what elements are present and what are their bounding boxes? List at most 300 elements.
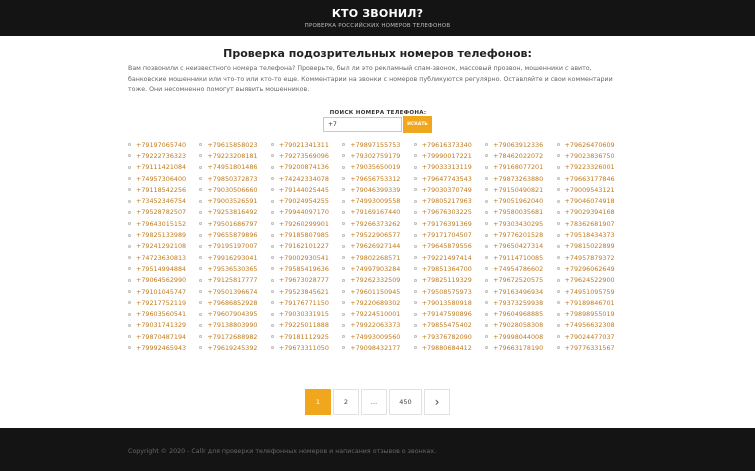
phone-number-link[interactable] xyxy=(271,173,342,184)
phone-number-link[interactable] xyxy=(485,331,556,342)
phone-number-text: +74242334078 xyxy=(278,174,329,183)
bullet-icon xyxy=(557,177,560,180)
phone-number-link[interactable] xyxy=(128,218,199,229)
phone-number-link[interactable] xyxy=(557,252,628,263)
bullet-icon xyxy=(342,222,345,225)
phone-number-text: +79241292108 xyxy=(136,242,187,251)
phone-number-link[interactable] xyxy=(128,150,199,161)
phone-number-text: +79990017221 xyxy=(421,151,472,160)
phone-number-text: +74723630813 xyxy=(136,253,187,262)
phone-number-text: +79508575973 xyxy=(421,287,472,296)
bullet-icon xyxy=(557,290,560,293)
phone-number-text: +79501396674 xyxy=(207,287,258,296)
phone-number-link[interactable] xyxy=(414,150,485,161)
phone-number-link[interactable] xyxy=(342,263,413,274)
phone-number-link[interactable] xyxy=(557,207,628,218)
bullet-icon xyxy=(557,211,560,214)
phone-number-link[interactable] xyxy=(557,139,628,150)
phone-number-text: +78362681907 xyxy=(564,219,615,228)
bullet-icon xyxy=(342,211,345,214)
phone-number-link[interactable] xyxy=(342,286,413,297)
phone-number-link[interactable] xyxy=(557,308,628,319)
phone-number-text: +79523845621 xyxy=(278,287,329,296)
phone-number-text: +79870487194 xyxy=(136,332,187,341)
phone-number-link[interactable] xyxy=(128,320,199,331)
phone-number-link[interactable] xyxy=(271,331,342,342)
phone-number-link[interactable] xyxy=(271,286,342,297)
phone-number-text: +79672520575 xyxy=(493,276,544,285)
phone-number-link[interactable] xyxy=(271,195,342,206)
site-title[interactable]: КТО ЗВОНИЛ? xyxy=(331,7,424,20)
phone-number-text: +79647743543 xyxy=(421,174,472,183)
bullet-icon xyxy=(557,234,560,237)
phone-number-text: +79024477037 xyxy=(564,332,615,341)
phone-number-link[interactable] xyxy=(342,320,413,331)
search-label: ПОИСК НОМЕРА ТЕЛЕФОНА: xyxy=(329,110,427,116)
bullet-icon xyxy=(342,279,345,282)
phone-number-text: +74954786602 xyxy=(493,264,544,273)
phone-number-link[interactable] xyxy=(199,252,270,263)
phone-number-text: +79200874136 xyxy=(278,163,329,172)
phone-number-link[interactable] xyxy=(414,173,485,184)
phone-number-text: +79296062649 xyxy=(564,264,615,273)
phone-number-text: +79021341311 xyxy=(278,140,329,149)
next-page-button[interactable] xyxy=(424,389,450,415)
bullet-icon xyxy=(485,188,488,191)
phone-number-link[interactable] xyxy=(485,308,556,319)
phone-number-link[interactable] xyxy=(414,308,485,319)
bullet-icon xyxy=(414,290,417,293)
bullet-icon xyxy=(414,222,417,225)
page-last-button[interactable]: 450 xyxy=(389,389,422,415)
phone-number-link[interactable] xyxy=(199,184,270,195)
phone-number-link[interactable] xyxy=(271,150,342,161)
bullet-icon xyxy=(342,154,345,157)
phone-number-text: +79604968885 xyxy=(493,310,544,319)
phone-number-text: +79514994884 xyxy=(136,264,187,273)
phone-number-link[interactable] xyxy=(485,297,556,308)
phone-number-link[interactable] xyxy=(199,162,270,173)
phone-number-text: +79222736323 xyxy=(136,151,187,160)
bullet-icon xyxy=(557,335,560,338)
bullet-icon xyxy=(485,324,488,327)
phone-number-link[interactable] xyxy=(342,195,413,206)
phone-number-link[interactable] xyxy=(485,275,556,286)
bullet-icon xyxy=(557,188,560,191)
phone-number-link[interactable] xyxy=(485,207,556,218)
phone-number-text: +79221497414 xyxy=(421,253,472,262)
phone-number-text: +79171704507 xyxy=(421,231,472,240)
bullet-icon xyxy=(128,200,131,203)
bullet-icon xyxy=(199,335,202,338)
phone-number-link[interactable] xyxy=(128,297,199,308)
phone-number-link[interactable] xyxy=(128,331,199,342)
phone-number-link[interactable] xyxy=(557,286,628,297)
phone-number-link[interactable] xyxy=(342,241,413,252)
bullet-icon xyxy=(557,346,560,349)
page-title: Проверка подозрительных номеров телефонов: xyxy=(223,47,532,60)
phone-number-link[interactable] xyxy=(485,263,556,274)
phone-number-link[interactable] xyxy=(199,173,270,184)
phone-number-link[interactable] xyxy=(485,139,556,150)
phone-number-link[interactable] xyxy=(271,275,342,286)
phone-number-link[interactable] xyxy=(485,229,556,240)
phone-number-link[interactable] xyxy=(557,331,628,342)
phone-number-text: +79063912336 xyxy=(493,140,544,149)
phone-number-link[interactable] xyxy=(485,241,556,252)
phone-number-link[interactable] xyxy=(414,252,485,263)
phone-number-text: +79220689302 xyxy=(350,298,401,307)
phone-number-link[interactable] xyxy=(414,218,485,229)
phone-number-link[interactable] xyxy=(342,173,413,184)
phone-number-link[interactable] xyxy=(485,252,556,263)
phone-number-link[interactable] xyxy=(271,241,342,252)
phone-number-link[interactable] xyxy=(414,139,485,150)
phone-number-text: +79147590896 xyxy=(421,310,472,319)
phone-number-link[interactable] xyxy=(342,139,413,150)
phone-number-link[interactable] xyxy=(271,252,342,263)
phone-number-link[interactable] xyxy=(485,320,556,331)
phone-number-text: +79643015152 xyxy=(136,219,187,228)
phone-number-link[interactable] xyxy=(271,320,342,331)
phone-number-text: +79825133989 xyxy=(136,231,187,240)
phone-number-link[interactable] xyxy=(271,184,342,195)
bullet-icon xyxy=(199,245,202,248)
phone-number-text: +79655879896 xyxy=(207,231,258,240)
phone-number-link[interactable] xyxy=(271,162,342,173)
phone-number-link[interactable] xyxy=(199,195,270,206)
phone-number-link[interactable] xyxy=(485,218,556,229)
phone-number-link[interactable] xyxy=(342,297,413,308)
phone-number-link[interactable] xyxy=(557,320,628,331)
phone-number-link[interactable] xyxy=(485,286,556,297)
phone-number-text: +74993009560 xyxy=(350,332,401,341)
phone-number-link[interactable] xyxy=(128,173,199,184)
phone-number-text: +78462022072 xyxy=(493,151,544,160)
phone-number-text: +79944097170 xyxy=(278,208,329,217)
phone-number-link[interactable] xyxy=(199,286,270,297)
site-footer xyxy=(0,428,755,471)
phone-number-link[interactable] xyxy=(414,320,485,331)
phone-number-link[interactable] xyxy=(199,218,270,229)
phone-number-text: +79673028777 xyxy=(278,276,329,285)
phone-number-text: +79185807985 xyxy=(278,231,329,240)
bullet-icon xyxy=(414,256,417,259)
phone-number-text: +79024954255 xyxy=(278,197,329,206)
bullet-icon xyxy=(199,188,202,191)
phone-number-link[interactable] xyxy=(199,207,270,218)
phone-number-link[interactable] xyxy=(557,162,628,173)
bullet-icon xyxy=(199,313,202,316)
phone-number-link[interactable] xyxy=(128,252,199,263)
phone-number-text: +79603560541 xyxy=(136,310,187,319)
bullet-icon xyxy=(342,166,345,169)
phone-number-text: +79922063373 xyxy=(350,321,401,330)
phone-number-text: +79266373262 xyxy=(350,219,401,228)
phone-number-text: +74993009558 xyxy=(350,197,401,206)
phone-number-text: +79144025445 xyxy=(278,185,329,194)
phone-number-link[interactable] xyxy=(342,229,413,240)
phone-number-link[interactable] xyxy=(271,229,342,240)
phone-number-link[interactable] xyxy=(271,263,342,274)
phone-number-link[interactable] xyxy=(557,275,628,286)
phone-number-text: +79260299901 xyxy=(278,219,329,228)
phone-number-link[interactable] xyxy=(342,218,413,229)
phone-number-text: +79031741329 xyxy=(136,321,187,330)
phone-number-link[interactable] xyxy=(128,241,199,252)
bullet-icon xyxy=(414,234,417,237)
phone-number-text: +79992465943 xyxy=(136,343,187,352)
phone-number-text: +79013580918 xyxy=(421,298,472,307)
phone-number-link[interactable] xyxy=(199,308,270,319)
bullet-icon xyxy=(271,200,274,203)
phone-number-link[interactable] xyxy=(557,195,628,206)
phone-number-link[interactable] xyxy=(128,308,199,319)
bullet-icon xyxy=(128,267,131,270)
bullet-icon xyxy=(342,301,345,304)
phone-number-link[interactable] xyxy=(342,275,413,286)
phone-number-link[interactable] xyxy=(557,241,628,252)
phone-number-text: +79802268571 xyxy=(350,253,401,262)
phone-number-link[interactable] xyxy=(342,184,413,195)
bullet-icon xyxy=(485,267,488,270)
phone-number-text: +79656753312 xyxy=(350,174,401,183)
bullet-icon xyxy=(199,301,202,304)
phone-number-link[interactable] xyxy=(557,229,628,240)
phone-number-text: +79776331567 xyxy=(564,343,615,352)
phone-number-link[interactable] xyxy=(128,162,199,173)
phone-number-text: +79376782090 xyxy=(421,332,472,341)
bullet-icon xyxy=(414,313,417,316)
phone-number-link[interactable] xyxy=(128,342,199,353)
phone-number-link[interactable] xyxy=(414,162,485,173)
bullet-icon xyxy=(414,346,417,349)
phone-number-link[interactable] xyxy=(557,297,628,308)
phone-number-text: +79676303225 xyxy=(421,208,472,217)
phone-number-text: +79176771150 xyxy=(278,298,329,307)
phone-number-link[interactable] xyxy=(199,229,270,240)
phone-number-text: +79815022899 xyxy=(564,242,615,251)
bullet-icon xyxy=(199,143,202,146)
phone-number-text: +79601150945 xyxy=(350,287,401,296)
bullet-icon xyxy=(271,267,274,270)
bullet-icon xyxy=(485,245,488,248)
phone-number-text: +79189846701 xyxy=(564,298,615,307)
phone-number-link[interactable] xyxy=(342,331,413,342)
page-1-button[interactable]: 1 xyxy=(305,389,331,415)
phone-number-link[interactable] xyxy=(485,150,556,161)
bullet-icon xyxy=(557,245,560,248)
bullet-icon xyxy=(414,301,417,304)
phone-number-text: +79880684412 xyxy=(421,343,472,352)
phone-number-link[interactable] xyxy=(199,320,270,331)
bullet-icon xyxy=(557,256,560,259)
phone-number-text: +74951801486 xyxy=(207,163,258,172)
phone-number-text: +79645879556 xyxy=(421,242,472,251)
pagination-ellipsis: … xyxy=(361,389,387,415)
phone-number-text: +74957879372 xyxy=(564,253,615,262)
phone-number-text: +79181112925 xyxy=(278,332,329,341)
bullet-icon xyxy=(414,166,417,169)
phone-number-text: +73452346754 xyxy=(136,197,187,206)
bullet-icon xyxy=(414,267,417,270)
phone-number-link[interactable] xyxy=(199,331,270,342)
bullet-icon xyxy=(128,166,131,169)
phone-number-link[interactable] xyxy=(342,207,413,218)
phone-number-link[interactable] xyxy=(342,252,413,263)
phone-number-link[interactable] xyxy=(271,342,342,353)
phone-number-text: +79168077201 xyxy=(493,163,544,172)
phone-number-link[interactable] xyxy=(271,308,342,319)
phone-number-link[interactable] xyxy=(199,275,270,286)
phone-number-link[interactable] xyxy=(199,241,270,252)
phone-number-text: +79101045747 xyxy=(136,287,187,296)
phone-number-link[interactable] xyxy=(485,342,556,353)
bullet-icon xyxy=(199,154,202,157)
phone-number-link[interactable] xyxy=(414,195,485,206)
phone-number-text: +79162101227 xyxy=(278,242,329,251)
bullet-icon xyxy=(128,245,131,248)
phone-number-text: +79217752119 xyxy=(136,298,187,307)
phone-number-link[interactable] xyxy=(128,286,199,297)
bullet-icon xyxy=(128,346,131,349)
bullet-icon xyxy=(342,245,345,248)
phone-number-link[interactable] xyxy=(414,275,485,286)
phone-number-link[interactable] xyxy=(557,173,628,184)
phone-number-link[interactable] xyxy=(128,263,199,274)
bullet-icon xyxy=(414,154,417,157)
bullet-icon xyxy=(557,279,560,282)
bullet-icon xyxy=(557,166,560,169)
phone-number-link[interactable] xyxy=(199,342,270,353)
bullet-icon xyxy=(485,279,488,282)
bullet-icon xyxy=(128,279,131,282)
phone-number-link[interactable] xyxy=(557,218,628,229)
phone-number-text: +79373259938 xyxy=(493,298,544,307)
bullet-icon xyxy=(128,211,131,214)
phone-number-link[interactable] xyxy=(414,331,485,342)
phone-number-link[interactable] xyxy=(485,173,556,184)
phone-number-text: +79522906577 xyxy=(350,231,401,240)
phone-number-link[interactable] xyxy=(128,229,199,240)
phone-number-text: +79536530365 xyxy=(207,264,258,273)
phone-number-text: +79030370749 xyxy=(421,185,472,194)
phone-number-link[interactable] xyxy=(271,218,342,229)
bullet-icon xyxy=(485,346,488,349)
phone-number-link[interactable] xyxy=(199,297,270,308)
phone-number-link[interactable] xyxy=(199,139,270,150)
phone-number-text: +79624522900 xyxy=(564,276,615,285)
intro-text: Вам позвонили с неизвестного номера телефона? Проверьте, был ли это рекламный спам-звонок, массовый прозвон, мошенники с авито, банковские мошенники или что-то или кто-то еще. Комментарии на звонки с номеров публикуются регулярно. Оставляйте и свои комментарии тоже. Они несомненно помогут выявить мошенников. xyxy=(128,65,613,94)
phone-number-link[interactable] xyxy=(199,150,270,161)
phone-number-link[interactable] xyxy=(414,263,485,274)
phone-number-link[interactable] xyxy=(342,150,413,161)
bullet-icon xyxy=(271,301,274,304)
bullet-icon xyxy=(342,256,345,259)
bullet-icon xyxy=(271,245,274,248)
bullet-icon xyxy=(414,279,417,282)
search-button[interactable]: ИСКАТЬ xyxy=(403,116,432,133)
phone-number-link[interactable] xyxy=(557,150,628,161)
bullet-icon xyxy=(485,234,488,237)
phone-number-link[interactable] xyxy=(414,241,485,252)
phone-number-link[interactable] xyxy=(271,139,342,150)
bullet-icon xyxy=(557,301,560,304)
bullet-icon xyxy=(271,166,274,169)
phone-number-text: +79253816492 xyxy=(207,208,258,217)
phone-number-link[interactable] xyxy=(414,342,485,353)
phone-number-text: +79262332509 xyxy=(350,276,401,285)
bullet-icon xyxy=(485,335,488,338)
phone-number-link[interactable] xyxy=(414,207,485,218)
phone-number-text: +79224510001 xyxy=(350,310,401,319)
phone-number-text: +79169167440 xyxy=(350,208,401,217)
phone-number-link[interactable] xyxy=(199,263,270,274)
phone-number-link[interactable] xyxy=(557,184,628,195)
bullet-icon xyxy=(485,143,488,146)
phone-number-link[interactable] xyxy=(414,229,485,240)
bullet-icon xyxy=(199,222,202,225)
bullet-icon xyxy=(128,234,131,237)
bullet-icon xyxy=(342,346,345,349)
bullet-icon xyxy=(342,267,345,270)
phone-number-link[interactable] xyxy=(414,297,485,308)
phone-number-text: +79616373340 xyxy=(421,140,472,149)
bullet-icon xyxy=(271,188,274,191)
phone-number-link[interactable] xyxy=(414,184,485,195)
phone-number-link[interactable] xyxy=(557,342,628,353)
phone-number-link[interactable] xyxy=(128,195,199,206)
phone-number-text: +79114710085 xyxy=(493,253,544,262)
phone-number-text: +79111421084 xyxy=(136,163,187,172)
bullet-icon xyxy=(199,166,202,169)
phone-number-link[interactable] xyxy=(342,162,413,173)
phone-number-link[interactable] xyxy=(342,308,413,319)
phone-number-link[interactable] xyxy=(128,139,199,150)
phone-number-link[interactable] xyxy=(414,286,485,297)
phone-number-link[interactable] xyxy=(271,297,342,308)
bullet-icon xyxy=(414,188,417,191)
phone-number-text: +79098432177 xyxy=(350,343,401,352)
phone-number-link[interactable] xyxy=(128,275,199,286)
bullet-icon xyxy=(485,154,488,157)
bullet-icon xyxy=(271,290,274,293)
phone-number-link[interactable] xyxy=(557,263,628,274)
phone-number-link[interactable] xyxy=(485,195,556,206)
phone-number-text: +74997903284 xyxy=(350,264,401,273)
bullet-icon xyxy=(342,177,345,180)
phone-number-text: +79776201528 xyxy=(493,231,544,240)
bullet-icon xyxy=(342,335,345,338)
bullet-icon xyxy=(128,222,131,225)
phone-number-text: +79030331915 xyxy=(278,310,329,319)
phone-number-link[interactable] xyxy=(128,207,199,218)
bullet-icon xyxy=(271,143,274,146)
phone-number-link[interactable] xyxy=(128,184,199,195)
phone-number-text: +74957306400 xyxy=(136,174,187,183)
phone-number-link[interactable] xyxy=(271,207,342,218)
phone-number-text: +79673311050 xyxy=(278,343,329,352)
phone-number-link[interactable] xyxy=(485,162,556,173)
page-2-button[interactable]: 2 xyxy=(333,389,359,415)
phone-number-link[interactable] xyxy=(342,342,413,353)
phone-number-text: +79030506660 xyxy=(207,185,258,194)
bullet-icon xyxy=(414,245,417,248)
search-input[interactable] xyxy=(323,117,402,132)
phone-number-text: +79998044008 xyxy=(493,332,544,341)
phone-number-link[interactable] xyxy=(485,184,556,195)
phone-number-text: +74956632308 xyxy=(564,321,615,330)
